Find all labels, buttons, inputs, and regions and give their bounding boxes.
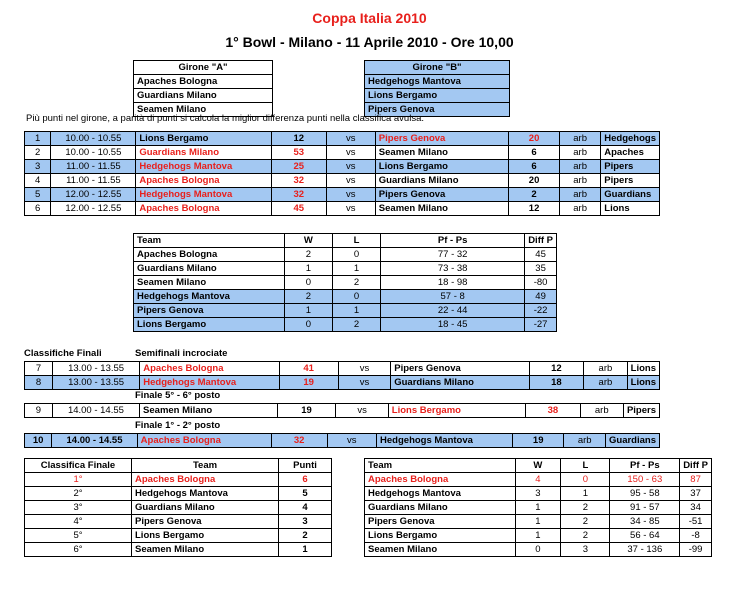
ranking-position: 2° [25,487,132,501]
tiebreak-note: Più punti nel girone, a parità di punti si calcola la miglior differenza punti nella classifica avulsa. [26,113,424,124]
game-number: 4 [25,174,51,188]
home-score: 32 [271,434,327,448]
ranking-position: 5° [25,529,132,543]
game-row [25,362,660,376]
final-stats-header: L [561,459,610,473]
vs-label: vs [338,376,391,390]
standings-row [134,262,557,276]
final-stats-diff: -51 [680,515,712,529]
group-a-team: Guardians Milano [134,89,273,103]
home-score: 45 [271,202,326,216]
final-stats-team: Guardians Milano [365,501,516,515]
standings-header: W [284,234,332,248]
game-row [25,188,660,202]
game-row [25,146,660,160]
arb-label: arb [584,376,628,390]
game-row [25,160,660,174]
ranking-team: Lions Bergamo [132,529,279,543]
standings-row [134,290,557,304]
ranking-points: 3 [279,515,332,529]
away-team: Seamen Milano [375,146,508,160]
standings-points: 73 - 38 [381,262,525,276]
home-team: Apaches Bologna [140,362,279,376]
home-team: Lions Bergamo [136,132,271,146]
group-standings-table [133,233,557,332]
away-team: Pipers Genova [375,188,508,202]
game-number: 10 [25,434,52,448]
ranking-points: 4 [279,501,332,515]
game-time: 10.00 - 10.55 [51,132,136,146]
game-number: 1 [25,132,51,146]
standings-row [134,276,557,290]
group-b-team: Lions Bergamo [365,89,510,103]
standings-team: Guardians Milano [134,262,285,276]
game-number: 6 [25,202,51,216]
final-stats-losses: 2 [561,515,610,529]
ranking-row [25,487,332,501]
game-number: 7 [25,362,53,376]
page-title: Coppa Italia 2010 [312,10,427,26]
final-stats-diff: 34 [680,501,712,515]
home-team: Seamen Milano [140,404,277,418]
standings-losses: 2 [333,318,381,332]
standings-points: 22 - 44 [381,304,525,318]
final-stats-points: 34 - 85 [610,515,680,529]
home-team: Apaches Bologna [136,174,271,188]
standings-wins: 2 [284,290,332,304]
final-stats-wins: 0 [515,543,561,557]
away-team: Guardians Milano [375,174,508,188]
away-team: Pipers Genova [375,132,508,146]
final-stats-losses: 0 [561,473,610,487]
page-subtitle: 1° Bowl - Milano - 11 Aprile 2010 - Ore 10,00 [225,34,514,50]
vs-label: vs [336,404,388,418]
game-row [25,174,660,188]
home-score: 41 [279,362,338,376]
standings-points: 18 - 98 [381,276,525,290]
home-team: Hedgehogs Mantova [140,376,279,390]
arb-label: arb [560,188,601,202]
game-row [25,404,660,418]
standings-losses: 1 [333,262,381,276]
standings-header: L [333,234,381,248]
vs-label: vs [326,188,375,202]
ranking-header: Classifica Finale [25,459,132,473]
final-stats-team: Apaches Bologna [365,473,516,487]
ranking-team: Apaches Bologna [132,473,279,487]
home-team: Guardians Milano [136,146,271,160]
final-stats-table [364,458,712,557]
away-score: 12 [529,362,583,376]
final-stats-points: 56 - 64 [610,529,680,543]
standings-team: Pipers Genova [134,304,285,318]
ranking-header: Punti [279,459,332,473]
referee-team: Guardians [606,434,660,448]
referee-team: Guardians [601,188,660,202]
game-time: 10.00 - 10.55 [51,146,136,160]
standings-points: 57 - 8 [381,290,525,304]
vs-label: vs [326,202,375,216]
home-score: 19 [279,376,338,390]
away-score: 38 [526,404,580,418]
final-stats-diff: 37 [680,487,712,501]
classifiche-finali-label: Classifiche Finali [24,348,102,359]
final-stats-losses: 2 [561,501,610,515]
home-score: 12 [271,132,326,146]
group-a-team: Seamen Milano [134,103,273,117]
game-row [25,202,660,216]
final-stats-row [365,473,712,487]
game-number: 8 [25,376,53,390]
home-team: Apaches Bologna [136,202,271,216]
final-stats-row [365,487,712,501]
final-stats-header: Pf - Ps [610,459,680,473]
ranking-header: Team [132,459,279,473]
game-time: 12.00 - 12.55 [51,202,136,216]
ranking-points: 6 [279,473,332,487]
standings-team: Hedgehogs Mantova [134,290,285,304]
game-row [25,434,660,448]
arb-label: arb [560,146,601,160]
game-number: 3 [25,160,51,174]
away-score: 20 [509,174,560,188]
group-b-table [364,60,510,117]
ranking-points: 1 [279,543,332,557]
group-b-team: Pipers Genova [365,103,510,117]
home-score: 32 [271,174,326,188]
final-ranking-table [24,458,332,557]
ranking-team: Seamen Milano [132,543,279,557]
standings-team: Lions Bergamo [134,318,285,332]
home-score: 53 [271,146,326,160]
semifinali-label: Semifinali incrociate [135,348,228,359]
arb-label: arb [560,160,601,174]
standings-team: Apaches Bologna [134,248,285,262]
game-time: 11.00 - 11.55 [51,160,136,174]
arb-label: arb [584,362,628,376]
ranking-position: 6° [25,543,132,557]
standings-header: Team [134,234,285,248]
final-stats-points: 91 - 57 [610,501,680,515]
final-5-6-table [24,403,660,418]
referee-team: Apaches [601,146,660,160]
final-stats-header: Diff P [680,459,712,473]
standings-header: Pf - Ps [381,234,525,248]
ranking-team: Guardians Milano [132,501,279,515]
game-time: 14.00 - 14.55 [52,434,137,448]
standings-wins: 1 [284,304,332,318]
final-stats-losses: 3 [561,543,610,557]
group-a-table [133,60,273,117]
arb-label: arb [560,202,601,216]
arb-label: arb [560,174,601,188]
ranking-team: Hedgehogs Mantova [132,487,279,501]
standings-wins: 0 [284,276,332,290]
referee-team: Pipers [601,160,660,174]
ranking-position: 1° [25,473,132,487]
final-stats-team: Lions Bergamo [365,529,516,543]
final-stats-points: 37 - 136 [610,543,680,557]
standings-diff: -80 [525,276,557,290]
finale-1-2-label: Finale 1° - 2° posto [135,420,221,431]
standings-wins: 2 [284,248,332,262]
game-time: 11.00 - 11.55 [51,174,136,188]
standings-wins: 1 [284,262,332,276]
vs-label: vs [326,132,375,146]
game-number: 5 [25,188,51,202]
final-stats-team: Seamen Milano [365,543,516,557]
final-stats-team: Pipers Genova [365,515,516,529]
game-number: 9 [25,404,53,418]
ranking-row [25,501,332,515]
final-1-2-table [24,433,660,448]
game-time: 13.00 - 13.55 [52,362,139,376]
final-stats-diff: -8 [680,529,712,543]
arb-label: arb [560,132,601,146]
standings-losses: 0 [333,290,381,304]
away-team: Lions Bergamo [375,160,508,174]
standings-losses: 0 [333,248,381,262]
arb-label: arb [580,404,623,418]
away-team: Seamen Milano [375,202,508,216]
group-games-table [24,131,660,216]
home-team: Hedgehogs Mantova [136,188,271,202]
home-team: Hedgehogs Mantova [136,160,271,174]
standings-losses: 1 [333,304,381,318]
ranking-team: Pipers Genova [132,515,279,529]
away-team: Lions Bergamo [388,404,525,418]
home-score: 32 [271,188,326,202]
vs-label: vs [326,160,375,174]
ranking-position: 3° [25,501,132,515]
final-stats-points: 150 - 63 [610,473,680,487]
home-score: 25 [271,160,326,174]
away-score: 18 [529,376,583,390]
ranking-points: 2 [279,529,332,543]
referee-team: Lions [627,376,659,390]
home-team: Apaches Bologna [137,434,271,448]
finale-5-6-label: Finale 5° - 6° posto [135,390,221,401]
away-score: 6 [509,160,560,174]
referee-team: Pipers [623,404,659,418]
vs-label: vs [338,362,391,376]
final-stats-row [365,529,712,543]
away-team: Hedgehogs Mantova [377,434,513,448]
group-a-header: Girone "A" [134,61,273,75]
arb-label: arb [564,434,606,448]
final-stats-row [365,501,712,515]
game-row [25,132,660,146]
final-stats-wins: 1 [515,501,561,515]
ranking-row [25,473,332,487]
game-time: 13.00 - 13.55 [52,376,139,390]
away-team: Guardians Milano [391,376,529,390]
final-stats-team: Hedgehogs Mantova [365,487,516,501]
final-stats-wins: 1 [515,515,561,529]
ranking-row [25,529,332,543]
standings-header: Diff P [525,234,557,248]
away-team: Pipers Genova [391,362,529,376]
away-score: 12 [509,202,560,216]
final-stats-header: W [515,459,561,473]
semifinals-table [24,361,660,390]
standings-diff: -27 [525,318,557,332]
standings-wins: 0 [284,318,332,332]
standings-points: 18 - 45 [381,318,525,332]
away-score: 20 [509,132,560,146]
referee-team: Lions [601,202,660,216]
final-stats-losses: 2 [561,529,610,543]
ranking-position: 4° [25,515,132,529]
final-stats-wins: 4 [515,473,561,487]
standings-team: Seamen Milano [134,276,285,290]
away-score: 2 [509,188,560,202]
final-stats-losses: 1 [561,487,610,501]
away-score: 19 [513,434,564,448]
referee-team: Lions [627,362,659,376]
final-stats-wins: 3 [515,487,561,501]
game-time: 12.00 - 12.55 [51,188,136,202]
standings-diff: -22 [525,304,557,318]
final-stats-diff: -99 [680,543,712,557]
ranking-row [25,543,332,557]
final-stats-wins: 1 [515,529,561,543]
group-b-team: Hedgehogs Mantova [365,75,510,89]
standings-diff: 35 [525,262,557,276]
vs-label: vs [327,434,377,448]
referee-team: Hedgehogs [601,132,660,146]
group-b-header: Girone "B" [365,61,510,75]
standings-row [134,248,557,262]
standings-losses: 2 [333,276,381,290]
ranking-row [25,515,332,529]
game-row [25,376,660,390]
standings-row [134,318,557,332]
standings-diff: 49 [525,290,557,304]
final-stats-row [365,515,712,529]
standings-row [134,304,557,318]
standings-diff: 45 [525,248,557,262]
group-a-team: Apaches Bologna [134,75,273,89]
referee-team: Pipers [601,174,660,188]
final-stats-header: Team [365,459,516,473]
vs-label: vs [326,146,375,160]
home-score: 19 [277,404,336,418]
final-stats-points: 95 - 58 [610,487,680,501]
final-stats-row [365,543,712,557]
standings-points: 77 - 32 [381,248,525,262]
vs-label: vs [326,174,375,188]
game-time: 14.00 - 14.55 [52,404,139,418]
away-score: 6 [509,146,560,160]
game-number: 2 [25,146,51,160]
ranking-points: 5 [279,487,332,501]
final-stats-diff: 87 [680,473,712,487]
